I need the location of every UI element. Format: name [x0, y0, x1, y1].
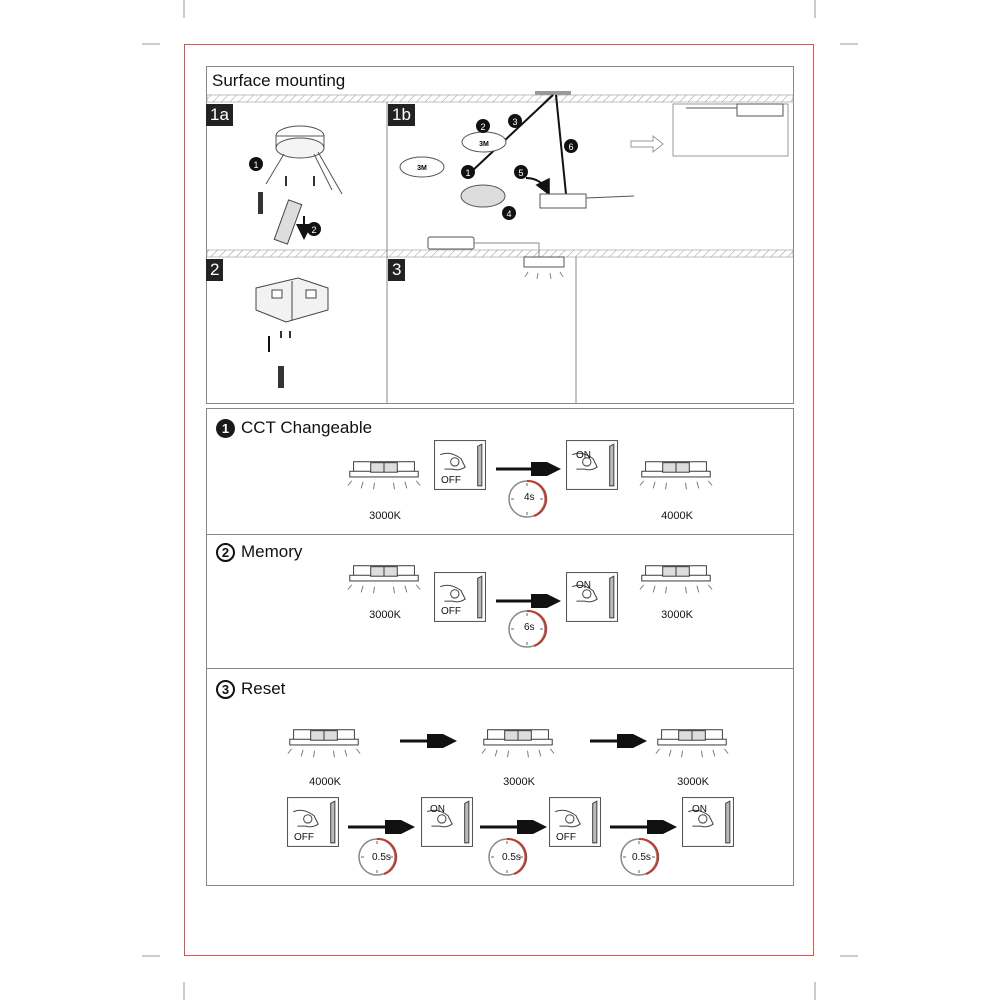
svg-text:2: 2	[480, 122, 486, 132]
cct-title-text: CCT Changeable	[241, 418, 373, 437]
reset-switch-label-4: ON	[692, 804, 707, 815]
step-2-illustration	[256, 278, 328, 388]
step-1a-tag: 1a	[206, 104, 233, 126]
step-1b-tag: 1b	[388, 104, 415, 126]
memory-lamp-after	[638, 562, 714, 598]
reset-switch-label-3: OFF	[556, 832, 576, 843]
reset-arrow-2	[478, 820, 548, 834]
cct-before-temp: 3000K	[369, 510, 401, 522]
memory-on-label: ON	[576, 580, 591, 591]
reset-switch-label-1: OFF	[294, 832, 314, 843]
reset-temp-2: 3000K	[503, 776, 535, 788]
svg-text:2: 2	[311, 225, 317, 235]
memory-off-label: OFF	[441, 606, 461, 617]
svg-text:3M: 3M	[417, 165, 427, 172]
svg-text:1: 1	[465, 168, 471, 178]
step-2-tag: 2	[206, 259, 223, 281]
reset-temp-1: 4000K	[309, 776, 341, 788]
reset-lamp-arrow-1	[398, 734, 458, 748]
memory-after-temp: 3000K	[661, 609, 693, 621]
reset-arrow-1	[346, 820, 416, 834]
memory-arrow	[494, 594, 562, 608]
reset-title-text: Reset	[241, 679, 286, 698]
reset-lamp-3	[654, 726, 730, 762]
reset-lamp-2	[480, 726, 556, 762]
divider-cct-memory	[206, 534, 794, 535]
svg-text:3: 3	[512, 117, 518, 127]
cct-off-label: OFF	[441, 475, 461, 486]
memory-lamp-before	[346, 562, 422, 598]
cct-number: 1	[216, 419, 235, 438]
divider-memory-reset	[206, 668, 794, 669]
cct-arrow	[494, 462, 562, 476]
svg-text:1: 1	[253, 160, 259, 170]
memory-title-text: Memory	[241, 542, 303, 561]
reset-switch-4	[682, 797, 734, 847]
memory-number: 2	[216, 543, 235, 562]
cct-switch-on	[566, 440, 618, 490]
reset-timer-2: 0.5s	[502, 852, 521, 863]
surface-mounting-diagram	[206, 66, 794, 404]
ceiling-hatch-top	[207, 95, 793, 102]
cct-title	[216, 418, 372, 438]
reset-title	[216, 679, 285, 699]
step-1b-illustration	[400, 91, 788, 220]
svg-text:4: 4	[506, 209, 512, 219]
step-3-tag: 3	[388, 259, 405, 281]
memory-title	[216, 542, 302, 562]
svg-text:5: 5	[518, 168, 524, 178]
reset-switch-label-2: ON	[430, 804, 445, 815]
memory-switch-on	[566, 572, 618, 622]
cct-timer: 4s	[524, 492, 535, 503]
memory-timer: 6s	[524, 622, 535, 633]
step-1a-illustration	[249, 126, 342, 244]
reset-timer-1: 0.5s	[372, 852, 391, 863]
cct-lamp-after	[638, 458, 714, 494]
reset-temp-3: 3000K	[677, 776, 709, 788]
step-1b-installed	[428, 237, 564, 279]
reset-switch-2	[421, 797, 473, 847]
memory-before-temp: 3000K	[369, 609, 401, 621]
reset-number: 3	[216, 680, 235, 699]
cct-lamp-before	[346, 458, 422, 494]
ceiling-hatch-mid	[207, 250, 793, 257]
reset-arrow-3	[608, 820, 678, 834]
svg-text:6: 6	[568, 142, 574, 152]
reset-timer-3: 0.5s	[632, 852, 651, 863]
reset-lamp-arrow-2	[588, 734, 648, 748]
cct-after-temp: 4000K	[661, 510, 693, 522]
surface-mounting-title: Surface mounting	[212, 71, 346, 90]
cct-on-label: ON	[576, 450, 591, 461]
svg-text:3M: 3M	[479, 141, 489, 148]
reset-lamp-1	[286, 726, 362, 762]
